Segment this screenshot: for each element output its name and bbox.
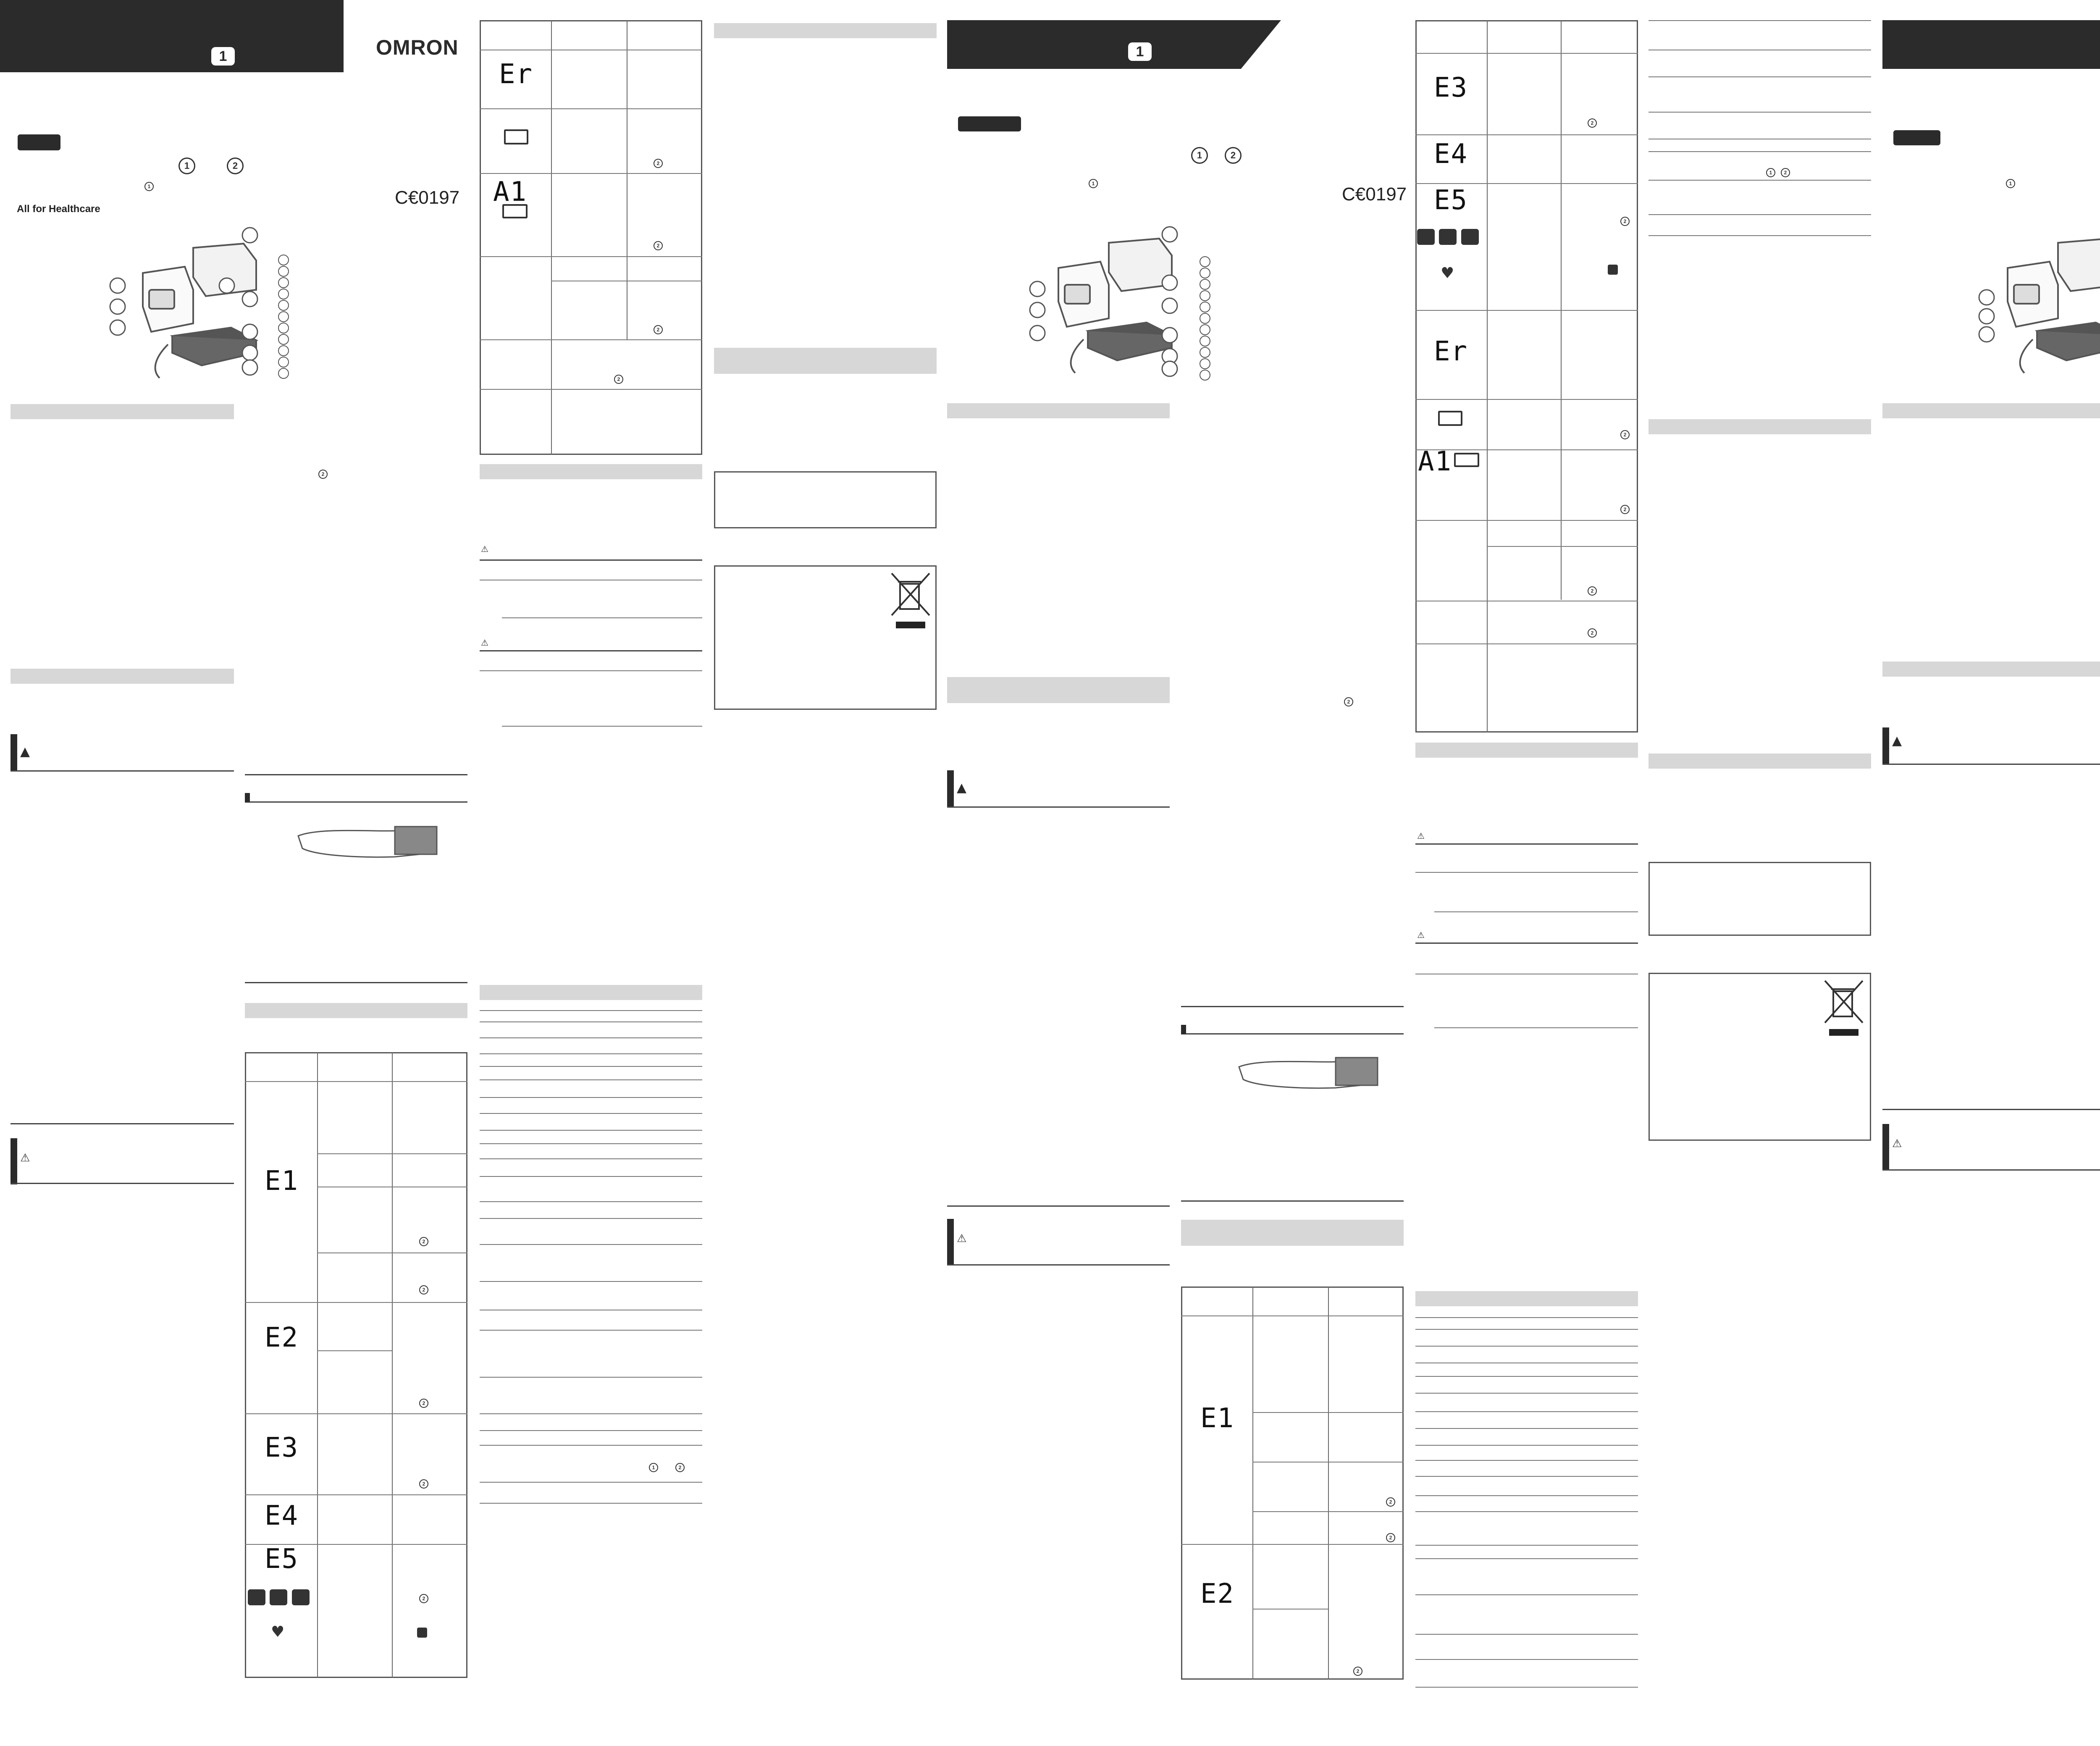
table-row-divider	[317, 1350, 392, 1351]
table-row-divider	[1415, 399, 1638, 400]
irregular-heartbeat-icon: ♥	[1441, 265, 1454, 282]
warning-block	[947, 770, 1176, 806]
error-table-cont	[1415, 20, 1638, 733]
table-row-divider	[480, 339, 702, 340]
error-code-e2: E2	[1200, 1578, 1235, 1609]
device-illustration	[1970, 222, 2100, 381]
warning-triangle-icon: ⚠	[1417, 831, 1425, 841]
heart-symbol-icon	[1608, 265, 1618, 275]
error-code-e3: E3	[1434, 72, 1468, 103]
table-row-divider	[480, 389, 702, 390]
divider	[1882, 1169, 2100, 1171]
section-bar	[947, 403, 1170, 418]
divider	[10, 770, 234, 772]
section-bar	[10, 404, 234, 419]
table-col-divider	[1328, 1287, 1329, 1680]
warning-triangle-icon: ⚠	[481, 638, 488, 648]
table-row-divider	[1415, 520, 1638, 521]
divider	[502, 726, 702, 727]
ref-1-small: 1	[1089, 179, 1098, 188]
divider	[947, 1205, 1170, 1207]
error-code-e3: E3	[265, 1432, 299, 1463]
panel2-header-ribbon	[947, 20, 1281, 69]
section-bar	[245, 1003, 467, 1018]
divider	[480, 670, 702, 671]
section-bar	[1181, 1220, 1404, 1246]
ref-1-small: 1	[2006, 179, 2015, 188]
table-row-divider	[480, 108, 702, 109]
battery-outline-icon	[502, 204, 528, 218]
subsection-marker	[245, 793, 250, 802]
tagline: All for Healthcare	[17, 203, 100, 215]
table-col-divider	[1487, 20, 1488, 733]
divider	[947, 1264, 1170, 1266]
section-bar	[1415, 1291, 1638, 1306]
divider	[1415, 843, 1638, 845]
table-col-divider	[392, 1052, 393, 1678]
battery-low-icon	[504, 129, 528, 144]
section-bar	[1415, 743, 1638, 758]
ref-2-small: 2	[1781, 168, 1790, 177]
error-code-e4: E4	[265, 1500, 299, 1531]
ref-2-small: 2	[614, 375, 623, 384]
table-col-divider	[1252, 1287, 1253, 1680]
table-col-divider	[317, 1052, 318, 1678]
table-row-divider	[245, 1302, 467, 1303]
ref-1-label: 1	[178, 158, 195, 174]
table-row-divider	[480, 256, 702, 257]
ref-2-small: 2	[1353, 1667, 1362, 1676]
ref-2-small: 2	[1588, 586, 1597, 596]
divider	[245, 982, 467, 983]
error-code-er: Er	[499, 59, 533, 90]
ref-2-small: 2	[318, 470, 328, 479]
divider	[1181, 1033, 1404, 1034]
divider	[245, 774, 467, 775]
ref-2-label: 2	[1225, 147, 1242, 164]
arm-cuff-illustration	[1235, 1050, 1403, 1100]
panel1-section-number: 1	[211, 47, 235, 66]
divider	[1434, 1027, 1638, 1028]
divider	[10, 1183, 234, 1184]
error-code-e2: E2	[265, 1322, 299, 1353]
error-code-a1: A1	[493, 176, 528, 207]
section-bar	[947, 677, 1170, 703]
warning-triangle-icon: ▲	[957, 780, 967, 795]
ref-2-small: 2	[419, 1479, 428, 1489]
warning-block	[10, 734, 240, 770]
language-badge	[18, 134, 60, 150]
table-row-divider	[1415, 310, 1638, 311]
ref-2-small: 2	[419, 1285, 428, 1294]
ce-mark: C€0197	[395, 187, 460, 208]
subsection-marker	[1181, 1025, 1186, 1034]
divider	[480, 650, 702, 651]
table-row-divider	[1415, 183, 1638, 184]
ref-2-small: 2	[1344, 697, 1353, 706]
warning-triangle-icon: ⚠	[1417, 930, 1425, 940]
caution-block	[947, 1219, 1176, 1265]
arm-cuff-illustration	[294, 819, 462, 869]
table-row-divider	[1252, 1511, 1404, 1512]
table-row-divider	[1415, 134, 1638, 135]
error-code-e5: E5	[265, 1544, 299, 1575]
table-row-divider	[317, 1252, 467, 1253]
warning-triangle-icon: ▲	[1892, 733, 1902, 748]
error-table	[1181, 1287, 1404, 1680]
divider	[502, 617, 702, 618]
panel3-header-ribbon	[1882, 20, 2100, 69]
language-badge	[958, 116, 1021, 131]
irregular-heartbeat-icon: ♥	[271, 1623, 285, 1641]
divider	[947, 806, 1170, 808]
ref-2-small: 2	[1620, 430, 1630, 439]
section-bar	[1882, 403, 2100, 418]
table-row-divider	[1415, 53, 1638, 54]
table-row-divider	[1415, 643, 1638, 644]
ref-2-small: 2	[1386, 1533, 1395, 1542]
ref-2-small: 2	[419, 1399, 428, 1408]
table-row-divider	[1561, 546, 1638, 547]
ref-2-small: 2	[654, 159, 663, 168]
heart-symbol-icon	[417, 1628, 427, 1638]
panel2-section-number: 1	[1128, 42, 1152, 61]
omron-logo: OMRON	[376, 36, 459, 59]
divider	[1181, 1006, 1404, 1007]
warning-triangle-icon: ▲	[20, 744, 30, 759]
panel1-header-ribbon	[0, 0, 344, 72]
ref-1-small: 1	[144, 182, 154, 191]
error-code-e1: E1	[265, 1166, 299, 1197]
error-table	[245, 1052, 467, 1678]
divider	[1434, 911, 1638, 912]
warning-triangle-icon: ⚠	[20, 1152, 30, 1164]
divider	[1882, 764, 2100, 765]
divider	[1415, 872, 1638, 873]
warning-triangle-icon: ⚠	[957, 1232, 967, 1245]
info-box	[1648, 862, 1871, 936]
divider	[1415, 943, 1638, 944]
ref-2-small: 2	[419, 1594, 428, 1603]
section-bar	[1882, 662, 2100, 677]
section-bar	[1648, 754, 1871, 769]
info-box	[714, 471, 937, 528]
table-row-divider	[317, 1153, 467, 1154]
cuff-status-icons	[1417, 229, 1479, 247]
crossed-out-bin-icon	[890, 571, 932, 630]
section-bar	[480, 985, 702, 1000]
warning-triangle-icon: ⚠	[481, 544, 488, 554]
ref-2-small: 2	[654, 325, 663, 334]
ref-2-small: 2	[1620, 217, 1630, 226]
ref-1-label: 1	[1191, 147, 1208, 164]
divider	[10, 1123, 234, 1124]
warning-block	[1882, 727, 2100, 764]
error-code-e4: E4	[1434, 139, 1468, 170]
divider	[245, 801, 467, 803]
error-code-er: Er	[1434, 336, 1468, 367]
section-bar	[10, 669, 234, 684]
ref-2-small: 2	[419, 1237, 428, 1246]
table-row-divider	[1181, 1315, 1404, 1316]
device-illustration	[1021, 222, 1214, 381]
ref-2-small: 2	[1620, 505, 1630, 514]
ref-2-small: 2	[1386, 1497, 1395, 1507]
divider	[480, 559, 702, 561]
language-badge	[1893, 130, 1940, 145]
ce-mark: C€0197	[1342, 184, 1407, 205]
table-row-divider	[1181, 1544, 1404, 1545]
table-row-divider	[245, 1494, 467, 1495]
caution-block	[1882, 1124, 2100, 1170]
ref-1-small: 1	[1766, 168, 1775, 177]
table-row-divider	[245, 1081, 467, 1082]
cuff-status-icons	[248, 1589, 310, 1607]
error-code-a1: A1	[1418, 446, 1452, 477]
section-bar	[714, 348, 937, 374]
error-code-e1: E1	[1200, 1403, 1235, 1434]
ref-1-small: 1	[649, 1463, 658, 1472]
section-bar	[480, 464, 702, 479]
section-bar	[1648, 419, 1871, 434]
ref-2-small: 2	[675, 1463, 685, 1472]
device-illustration	[105, 227, 298, 386]
ref-2-small: 2	[1588, 628, 1597, 638]
ref-2-small: 2	[654, 241, 663, 250]
ref-2-small: 2	[1588, 118, 1597, 128]
table-row-divider	[1487, 546, 1561, 547]
battery-outline-icon	[1454, 453, 1479, 467]
table-row-divider	[480, 173, 702, 174]
section-bar	[714, 23, 937, 38]
ref-2-label: 2	[227, 158, 244, 174]
error-code-e5: E5	[1434, 185, 1468, 216]
divider	[1882, 1109, 2100, 1110]
battery-low-icon	[1438, 411, 1462, 426]
divider	[1181, 1200, 1404, 1202]
crossed-out-bin-icon	[1823, 979, 1865, 1037]
warning-triangle-icon: ⚠	[1892, 1137, 1902, 1150]
table-row-divider	[245, 1413, 467, 1414]
table-row-divider	[1252, 1412, 1404, 1413]
caution-block	[10, 1138, 240, 1184]
